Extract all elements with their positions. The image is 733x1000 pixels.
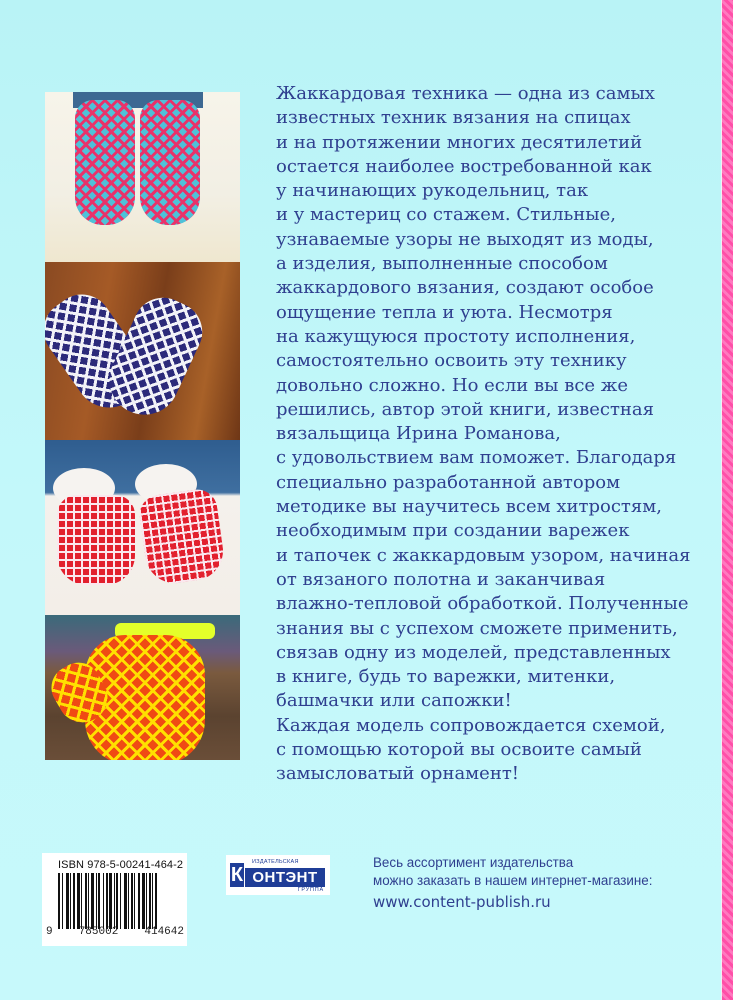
shop-line-1: Весь ассортимент издательства (373, 855, 574, 870)
description-line: известных техник вязания на спицах (276, 107, 631, 129)
description-line: а изделия, выполненные способом (276, 253, 608, 275)
description-line: влажно-тепловой обработкой. Полученные (276, 593, 689, 615)
description-line: связав одну из моделей, представленных (276, 641, 671, 663)
barcode-digits (46, 926, 184, 938)
barcode-bars (58, 873, 180, 929)
description-line: узнаваемые узоры не выходят из моды, (276, 228, 654, 250)
description-line: самостоятельно освоить эту технику (276, 350, 627, 372)
description-line: замысловатый орнамент! (276, 763, 520, 785)
description-line: решились, автор этой книги, известная (276, 398, 654, 420)
shop-url-link[interactable]: www.content-publish.ru (373, 893, 551, 911)
description-line: с удовольствием вам поможет. Благодаря (276, 447, 677, 469)
description-line: от вязаного полотна и заканчивая (276, 568, 606, 590)
description-line: знания вы с успехом сможете применить, (276, 617, 678, 639)
description-line: в книге, будь то варежки, митенки, (276, 666, 616, 688)
description-line: Каждая модель сопровождается схемой, (276, 714, 666, 736)
description-line: остается наиболее востребованной как (276, 155, 652, 177)
description-line: на кажущуюся простоту исполнения, (276, 325, 636, 347)
photo-red-white-slippers (45, 440, 240, 615)
description-line: и на протяжении многих десятилетий (276, 131, 643, 153)
description-line: довольно сложно. Но если вы все же (276, 374, 628, 396)
online-shop-info (373, 854, 652, 914)
barcode-digit-group: 9 (46, 926, 53, 938)
slipper-red-left-graphic (57, 495, 135, 585)
description-line: методике вы научитесь всем хитростям, (276, 496, 662, 518)
description-line: необходимым при создании варежек (276, 520, 630, 542)
book-description (276, 82, 716, 787)
description-line: и тапочек с жаккардовым узором, начиная (276, 544, 691, 566)
slipper-red-right-graphic (137, 487, 227, 587)
description-line: ощущение тепла и уюта. Несмотря (276, 301, 613, 323)
description-line: и у мастериц со стажем. Стильные, (276, 204, 616, 226)
slipper-right-graphic (140, 100, 200, 225)
publisher-logo (226, 855, 330, 895)
isbn-number: ISBN 978-5-00241-464-2 (58, 859, 184, 871)
book-spine-edge (721, 0, 733, 1000)
description-line: специально разработанной автором (276, 471, 621, 493)
logo-wordmark: ОНТЭНТ (245, 868, 325, 887)
barcode-digit-group: 414642 (144, 926, 184, 938)
logo-k-letter: К (230, 864, 244, 886)
logo-bottom-text: ГРУППА (297, 887, 324, 893)
photo-yellow-orange-mittens (45, 615, 240, 760)
photo-column (45, 92, 240, 760)
barcode-digit-group: 785002 (78, 926, 119, 938)
description-line: Жаккардовая техника — одна из самых (276, 83, 655, 104)
shop-line-2: можно заказать в нашем интернет-магазине: (373, 873, 653, 888)
description-line: с помощью которой вы освоите самый (276, 739, 642, 761)
description-line: у начинающих рукодельниц, так (276, 180, 589, 202)
description-line: башмачки или сапожки! (276, 690, 512, 712)
description-line: вязальщица Ирина Романова, (276, 423, 561, 445)
logo-top-text: ИЗДАТЕЛЬСКАЯ (252, 859, 299, 865)
isbn-barcode (42, 853, 187, 946)
slipper-left-graphic (75, 100, 135, 225)
description-line: жаккардового вязания, создают особое (276, 277, 654, 299)
photo-navy-white-mittens (45, 262, 240, 440)
photo-blue-red-jacquard-slippers (45, 92, 240, 262)
